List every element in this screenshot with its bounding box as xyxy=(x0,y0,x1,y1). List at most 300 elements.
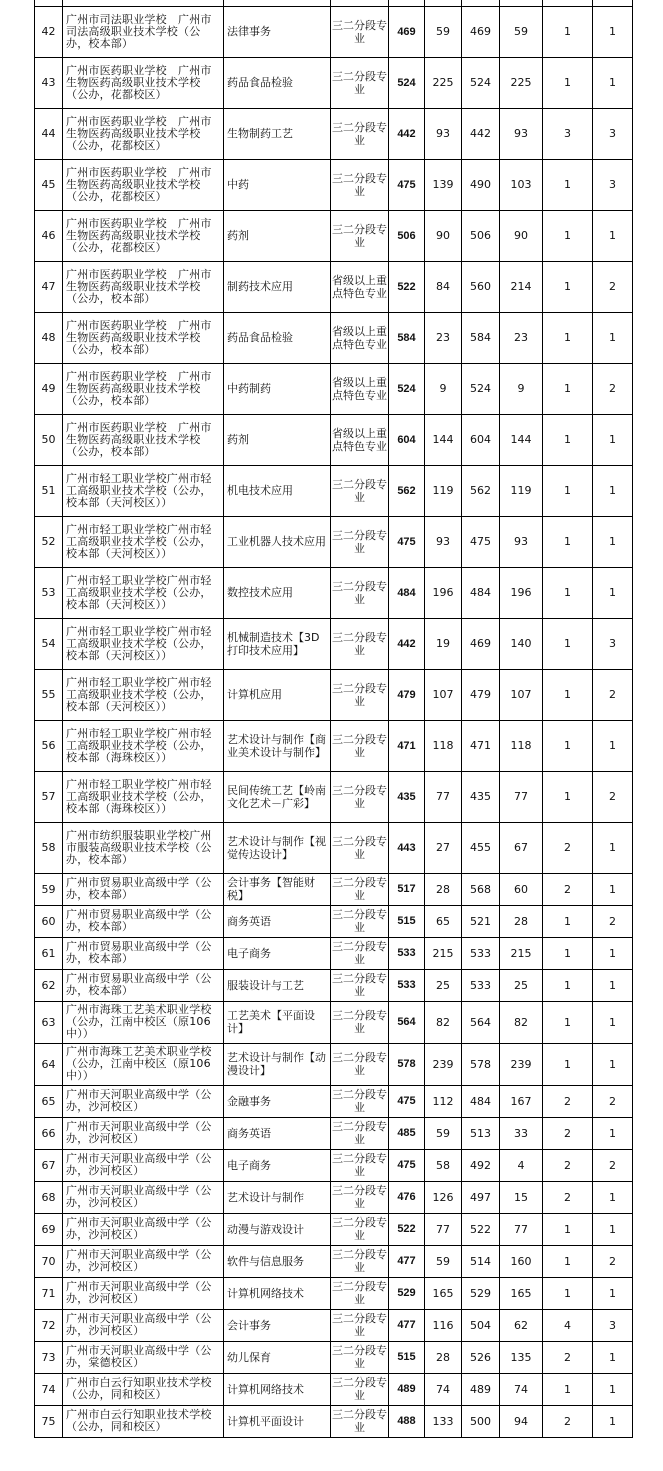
table-row xyxy=(35,516,633,567)
row-number: 68 xyxy=(35,1181,63,1213)
value-cell-4: 1 xyxy=(543,905,593,937)
row-number: 63 xyxy=(35,1001,63,1043)
major-name: 计算机平面设计 xyxy=(224,1405,331,1437)
value-cell-2: 492 xyxy=(462,1149,500,1181)
value-cell-4: 1 xyxy=(543,1001,593,1043)
major-name: 会计事务 xyxy=(224,1309,331,1341)
value-cell-5: 2 xyxy=(593,771,633,822)
value-cell-2: 435 xyxy=(462,771,500,822)
value-cell-1: 59 xyxy=(425,6,462,57)
major-name: 会计事务【智能财税】 xyxy=(224,873,331,905)
score-cell: 522 xyxy=(389,261,425,312)
table-row xyxy=(35,414,633,465)
value-cell-5: 1 xyxy=(593,414,633,465)
score-cell: 562 xyxy=(389,465,425,516)
table-row xyxy=(35,363,633,414)
table-row xyxy=(35,1405,633,1437)
score-cell: 479 xyxy=(389,669,425,720)
row-number: 47 xyxy=(35,261,63,312)
row-number: 42 xyxy=(35,6,63,57)
value-cell-1: 107 xyxy=(425,669,462,720)
table-row xyxy=(35,720,633,771)
program-type: 三二分段专业 xyxy=(331,1373,389,1405)
value-cell-4: 2 xyxy=(543,1117,593,1149)
table-row xyxy=(35,1085,633,1117)
score-cell: 469 xyxy=(389,6,425,57)
value-cell-2: 560 xyxy=(462,261,500,312)
table-row xyxy=(35,312,633,363)
table-row xyxy=(35,1213,633,1245)
value-cell-5: 1 xyxy=(593,1277,633,1309)
row-number: 64 xyxy=(35,1043,63,1085)
school-name: 广州市医药职业学校 广州市生物医药高级职业技术学校（公办，校本部） xyxy=(63,414,224,465)
value-cell-5: 1 xyxy=(593,720,633,771)
value-cell-1: 28 xyxy=(425,873,462,905)
table-row xyxy=(35,1373,633,1405)
value-cell-2: 506 xyxy=(462,210,500,261)
major-name: 工业机器人技术应用 xyxy=(224,516,331,567)
value-cell-1: 215 xyxy=(425,937,462,969)
value-cell-1: 25 xyxy=(425,969,462,1001)
program-type: 三二分段专业 xyxy=(331,159,389,210)
score-cell: 604 xyxy=(389,414,425,465)
program-type: 三二分段专业 xyxy=(331,1309,389,1341)
school-name: 广州市纺织服装职业学校广州市服装高级职业技术学校（公办，校本部） xyxy=(63,822,224,873)
major-name: 艺术设计与制作【动漫设计】 xyxy=(224,1043,331,1085)
value-cell-3: 60 xyxy=(500,873,543,905)
major-name: 工艺美术【平面设计】 xyxy=(224,1001,331,1043)
score-cell: 475 xyxy=(389,1085,425,1117)
school-name: 广州市天河职业高级中学（公办，沙河校区） xyxy=(63,1309,224,1341)
program-type: 三二分段专业 xyxy=(331,465,389,516)
table-row xyxy=(35,1181,633,1213)
value-cell-5: 1 xyxy=(593,937,633,969)
school-name: 广州市轻工职业学校广州市轻工高级职业技术学校（公办，校本部（海珠校区）） xyxy=(63,720,224,771)
value-cell-3: 67 xyxy=(500,822,543,873)
row-number: 53 xyxy=(35,567,63,618)
table-row xyxy=(35,6,633,57)
score-cell: 524 xyxy=(389,363,425,414)
major-name: 中药 xyxy=(224,159,331,210)
value-cell-5: 2 xyxy=(593,905,633,937)
value-cell-5: 3 xyxy=(593,159,633,210)
school-name: 广州市贸易职业高级中学（公办，校本部） xyxy=(63,873,224,905)
row-number: 66 xyxy=(35,1117,63,1149)
score-cell: 475 xyxy=(389,159,425,210)
school-name: 广州市贸易职业高级中学（公办，校本部） xyxy=(63,969,224,1001)
school-name: 广州市医药职业学校 广州市生物医药高级职业技术学校（公办，花都校区） xyxy=(63,159,224,210)
value-cell-2: 514 xyxy=(462,1245,500,1277)
value-cell-2: 533 xyxy=(462,937,500,969)
major-name: 药剂 xyxy=(224,414,331,465)
value-cell-4: 1 xyxy=(543,414,593,465)
score-cell: 533 xyxy=(389,937,425,969)
program-type: 三二分段专业 xyxy=(331,873,389,905)
school-name: 广州市天河职业高级中学（公办，沙河校区） xyxy=(63,1181,224,1213)
value-cell-4: 1 xyxy=(543,1043,593,1085)
row-number: 75 xyxy=(35,1405,63,1437)
score-cell: 488 xyxy=(389,1405,425,1437)
table-row xyxy=(35,108,633,159)
value-cell-4: 1 xyxy=(543,1213,593,1245)
value-cell-1: 77 xyxy=(425,771,462,822)
table-row xyxy=(35,969,633,1001)
program-type: 三二分段专业 xyxy=(331,210,389,261)
admission-table xyxy=(34,0,633,1438)
value-cell-3: 62 xyxy=(500,1309,543,1341)
major-name: 商务英语 xyxy=(224,905,331,937)
score-cell: 584 xyxy=(389,312,425,363)
major-name: 机械制造技术【3D打印技术应用】 xyxy=(224,618,331,669)
program-type: 三二分段专业 xyxy=(331,1043,389,1085)
major-name: 金融事务 xyxy=(224,1085,331,1117)
program-type: 三二分段专业 xyxy=(331,720,389,771)
program-type: 三二分段专业 xyxy=(331,6,389,57)
value-cell-3: 74 xyxy=(500,1373,543,1405)
value-cell-5: 2 xyxy=(593,1085,633,1117)
value-cell-3: 196 xyxy=(500,567,543,618)
score-cell: 533 xyxy=(389,969,425,1001)
value-cell-3: 135 xyxy=(500,1341,543,1373)
value-cell-5: 1 xyxy=(593,567,633,618)
row-number: 45 xyxy=(35,159,63,210)
row-number: 49 xyxy=(35,363,63,414)
table-row xyxy=(35,618,633,669)
row-number: 61 xyxy=(35,937,63,969)
table-row xyxy=(35,1277,633,1309)
school-name: 广州市天河职业高级中学（公办，沙河校区） xyxy=(63,1149,224,1181)
value-cell-3: 93 xyxy=(500,108,543,159)
program-type: 三二分段专业 xyxy=(331,516,389,567)
row-number: 44 xyxy=(35,108,63,159)
value-cell-3: 90 xyxy=(500,210,543,261)
value-cell-4: 1 xyxy=(543,618,593,669)
school-name: 广州市司法职业学校 广州市司法高级职业技术学校（公办，校本部） xyxy=(63,6,224,57)
major-name: 艺术设计与制作【商业美术设计与制作】 xyxy=(224,720,331,771)
major-name: 药品食品检验 xyxy=(224,312,331,363)
value-cell-5: 1 xyxy=(593,1181,633,1213)
value-cell-5: 1 xyxy=(593,1405,633,1437)
program-type: 三二分段专业 xyxy=(331,1117,389,1149)
row-number: 69 xyxy=(35,1213,63,1245)
major-name: 生物制药工艺 xyxy=(224,108,331,159)
value-cell-3: 107 xyxy=(500,669,543,720)
value-cell-3: 82 xyxy=(500,1001,543,1043)
value-cell-1: 225 xyxy=(425,57,462,108)
value-cell-2: 584 xyxy=(462,312,500,363)
major-name: 计算机网络技术 xyxy=(224,1373,331,1405)
value-cell-1: 65 xyxy=(425,905,462,937)
major-name: 电子商务 xyxy=(224,937,331,969)
major-name: 软件与信息服务 xyxy=(224,1245,331,1277)
row-number: 54 xyxy=(35,618,63,669)
value-cell-2: 513 xyxy=(462,1117,500,1149)
school-name: 广州市海珠工艺美术职业学校（公办，江南中校区（原106中）） xyxy=(63,1043,224,1085)
program-type: 三二分段专业 xyxy=(331,771,389,822)
value-cell-3: 33 xyxy=(500,1117,543,1149)
school-name: 广州市天河职业高级中学（公办，沙河校区） xyxy=(63,1085,224,1117)
value-cell-2: 562 xyxy=(462,465,500,516)
value-cell-4: 2 xyxy=(543,1405,593,1437)
school-name: 广州市医药职业学校 广州市生物医药高级职业技术学校（公办，校本部） xyxy=(63,363,224,414)
program-type: 三二分段专业 xyxy=(331,618,389,669)
school-name: 广州市天河职业高级中学（公办，沙河校区） xyxy=(63,1117,224,1149)
value-cell-1: 112 xyxy=(425,1085,462,1117)
value-cell-5: 1 xyxy=(593,465,633,516)
value-cell-5: 3 xyxy=(593,618,633,669)
major-name: 计算机网络技术 xyxy=(224,1277,331,1309)
major-name: 药剂 xyxy=(224,210,331,261)
value-cell-3: 160 xyxy=(500,1245,543,1277)
value-cell-5: 1 xyxy=(593,1117,633,1149)
value-cell-4: 1 xyxy=(543,261,593,312)
value-cell-1: 133 xyxy=(425,1405,462,1437)
value-cell-5: 2 xyxy=(593,669,633,720)
value-cell-2: 469 xyxy=(462,618,500,669)
school-name: 广州市医药职业学校 广州市生物医药高级职业技术学校（公办，花都校区） xyxy=(63,210,224,261)
value-cell-4: 1 xyxy=(543,363,593,414)
school-name: 广州市天河职业高级中学（公办，沙河校区） xyxy=(63,1245,224,1277)
value-cell-2: 529 xyxy=(462,1277,500,1309)
value-cell-1: 28 xyxy=(425,1341,462,1373)
value-cell-4: 4 xyxy=(543,1309,593,1341)
value-cell-1: 82 xyxy=(425,1001,462,1043)
value-cell-3: 167 xyxy=(500,1085,543,1117)
major-name: 艺术设计与制作【视觉传达设计】 xyxy=(224,822,331,873)
value-cell-2: 469 xyxy=(462,6,500,57)
score-cell: 522 xyxy=(389,1213,425,1245)
score-cell: 515 xyxy=(389,1341,425,1373)
program-type: 省级以上重点特色专业 xyxy=(331,312,389,363)
score-cell: 484 xyxy=(389,567,425,618)
school-name: 广州市海珠工艺美术职业学校（公办，江南中校区（原106中）） xyxy=(63,1001,224,1043)
school-name: 广州市轻工职业学校广州市轻工高级职业技术学校（公办，校本部（天河校区）） xyxy=(63,516,224,567)
value-cell-1: 90 xyxy=(425,210,462,261)
table-row xyxy=(35,669,633,720)
school-name: 广州市天河职业高级中学（公办，沙河校区） xyxy=(63,1213,224,1245)
value-cell-3: 140 xyxy=(500,618,543,669)
program-type: 省级以上重点特色专业 xyxy=(331,363,389,414)
table-row xyxy=(35,210,633,261)
value-cell-1: 74 xyxy=(425,1373,462,1405)
value-cell-5: 1 xyxy=(593,6,633,57)
major-name: 计算机应用 xyxy=(224,669,331,720)
row-number: 72 xyxy=(35,1309,63,1341)
score-cell: 475 xyxy=(389,516,425,567)
table-row xyxy=(35,1043,633,1085)
program-type: 三二分段专业 xyxy=(331,1149,389,1181)
value-cell-1: 119 xyxy=(425,465,462,516)
row-number: 46 xyxy=(35,210,63,261)
value-cell-3: 119 xyxy=(500,465,543,516)
row-number: 62 xyxy=(35,969,63,1001)
value-cell-5: 1 xyxy=(593,1043,633,1085)
value-cell-4: 1 xyxy=(543,1373,593,1405)
value-cell-4: 2 xyxy=(543,1085,593,1117)
major-name: 电子商务 xyxy=(224,1149,331,1181)
score-cell: 477 xyxy=(389,1309,425,1341)
value-cell-2: 526 xyxy=(462,1341,500,1373)
value-cell-3: 28 xyxy=(500,905,543,937)
value-cell-1: 77 xyxy=(425,1213,462,1245)
value-cell-4: 1 xyxy=(543,1245,593,1277)
table-row xyxy=(35,771,633,822)
program-type: 三二分段专业 xyxy=(331,1405,389,1437)
row-number: 55 xyxy=(35,669,63,720)
value-cell-5: 1 xyxy=(593,57,633,108)
value-cell-4: 1 xyxy=(543,465,593,516)
program-type: 三二分段专业 xyxy=(331,108,389,159)
value-cell-2: 604 xyxy=(462,414,500,465)
value-cell-2: 489 xyxy=(462,1373,500,1405)
value-cell-1: 165 xyxy=(425,1277,462,1309)
table-row xyxy=(35,873,633,905)
value-cell-4: 1 xyxy=(543,937,593,969)
value-cell-2: 500 xyxy=(462,1405,500,1437)
score-cell: 578 xyxy=(389,1043,425,1085)
school-name: 广州市医药职业学校 广州市生物医药高级职业技术学校（公办，校本部） xyxy=(63,261,224,312)
value-cell-3: 165 xyxy=(500,1277,543,1309)
value-cell-2: 471 xyxy=(462,720,500,771)
program-type: 三二分段专业 xyxy=(331,822,389,873)
value-cell-1: 139 xyxy=(425,159,462,210)
value-cell-4: 2 xyxy=(543,1181,593,1213)
value-cell-3: 214 xyxy=(500,261,543,312)
value-cell-1: 19 xyxy=(425,618,462,669)
row-number: 59 xyxy=(35,873,63,905)
school-name: 广州市天河职业高级中学（公办，棠德校区） xyxy=(63,1341,224,1373)
value-cell-4: 1 xyxy=(543,159,593,210)
value-cell-4: 1 xyxy=(543,210,593,261)
program-type: 三二分段专业 xyxy=(331,937,389,969)
value-cell-3: 9 xyxy=(500,363,543,414)
major-name: 幼儿保育 xyxy=(224,1341,331,1373)
value-cell-3: 225 xyxy=(500,57,543,108)
value-cell-5: 1 xyxy=(593,516,633,567)
score-cell: 517 xyxy=(389,873,425,905)
row-number: 74 xyxy=(35,1373,63,1405)
value-cell-1: 9 xyxy=(425,363,462,414)
score-cell: 435 xyxy=(389,771,425,822)
major-name: 商务英语 xyxy=(224,1117,331,1149)
value-cell-3: 4 xyxy=(500,1149,543,1181)
value-cell-2: 490 xyxy=(462,159,500,210)
program-type: 三二分段专业 xyxy=(331,567,389,618)
value-cell-5: 1 xyxy=(593,873,633,905)
program-type: 三二分段专业 xyxy=(331,1341,389,1373)
school-name: 广州市医药职业学校 广州市生物医药高级职业技术学校（公办，校本部） xyxy=(63,312,224,363)
school-name: 广州市贸易职业高级中学（公办，校本部） xyxy=(63,937,224,969)
program-type: 三二分段专业 xyxy=(331,669,389,720)
value-cell-5: 1 xyxy=(593,1001,633,1043)
school-name: 广州市白云行知职业技术学校（公办，同和校区） xyxy=(63,1373,224,1405)
value-cell-4: 3 xyxy=(543,108,593,159)
major-name: 动漫与游戏设计 xyxy=(224,1213,331,1245)
value-cell-1: 84 xyxy=(425,261,462,312)
score-cell: 515 xyxy=(389,905,425,937)
value-cell-2: 522 xyxy=(462,1213,500,1245)
value-cell-4: 1 xyxy=(543,312,593,363)
row-number: 56 xyxy=(35,720,63,771)
value-cell-5: 2 xyxy=(593,363,633,414)
value-cell-1: 144 xyxy=(425,414,462,465)
row-number: 57 xyxy=(35,771,63,822)
table-row xyxy=(35,937,633,969)
value-cell-2: 484 xyxy=(462,567,500,618)
value-cell-4: 2 xyxy=(543,873,593,905)
value-cell-5: 1 xyxy=(593,210,633,261)
major-name: 数控技术应用 xyxy=(224,567,331,618)
value-cell-4: 1 xyxy=(543,720,593,771)
table-row xyxy=(35,822,633,873)
value-cell-3: 77 xyxy=(500,1213,543,1245)
value-cell-1: 118 xyxy=(425,720,462,771)
row-number: 60 xyxy=(35,905,63,937)
value-cell-3: 144 xyxy=(500,414,543,465)
row-number: 48 xyxy=(35,312,63,363)
school-name: 广州市轻工职业学校广州市轻工高级职业技术学校（公办，校本部（海珠校区）） xyxy=(63,771,224,822)
school-name: 广州市白云行知职业技术学校（公办，同和校区） xyxy=(63,1405,224,1437)
major-name: 中药制药 xyxy=(224,363,331,414)
value-cell-3: 239 xyxy=(500,1043,543,1085)
value-cell-5: 1 xyxy=(593,1373,633,1405)
program-type: 三二分段专业 xyxy=(331,1001,389,1043)
value-cell-2: 479 xyxy=(462,669,500,720)
table-row xyxy=(35,1149,633,1181)
value-cell-3: 118 xyxy=(500,720,543,771)
score-cell: 442 xyxy=(389,108,425,159)
value-cell-4: 1 xyxy=(543,6,593,57)
score-cell: 485 xyxy=(389,1117,425,1149)
value-cell-3: 77 xyxy=(500,771,543,822)
program-type: 省级以上重点特色专业 xyxy=(331,414,389,465)
value-cell-2: 504 xyxy=(462,1309,500,1341)
score-cell: 564 xyxy=(389,1001,425,1043)
value-cell-4: 1 xyxy=(543,669,593,720)
table-row xyxy=(35,905,633,937)
value-cell-4: 1 xyxy=(543,516,593,567)
value-cell-1: 58 xyxy=(425,1149,462,1181)
major-name: 药品食品检验 xyxy=(224,57,331,108)
value-cell-2: 564 xyxy=(462,1001,500,1043)
value-cell-3: 23 xyxy=(500,312,543,363)
row-number: 50 xyxy=(35,414,63,465)
value-cell-1: 93 xyxy=(425,516,462,567)
value-cell-4: 1 xyxy=(543,567,593,618)
value-cell-2: 521 xyxy=(462,905,500,937)
value-cell-1: 59 xyxy=(425,1117,462,1149)
row-number: 43 xyxy=(35,57,63,108)
value-cell-4: 2 xyxy=(543,1149,593,1181)
score-cell: 442 xyxy=(389,618,425,669)
major-name: 机电技术应用 xyxy=(224,465,331,516)
value-cell-1: 126 xyxy=(425,1181,462,1213)
table-row xyxy=(35,159,633,210)
value-cell-5: 2 xyxy=(593,1245,633,1277)
row-number: 65 xyxy=(35,1085,63,1117)
row-number: 67 xyxy=(35,1149,63,1181)
value-cell-1: 23 xyxy=(425,312,462,363)
school-name: 广州市轻工职业学校广州市轻工高级职业技术学校（公办，校本部（天河校区）） xyxy=(63,465,224,516)
value-cell-1: 116 xyxy=(425,1309,462,1341)
program-type: 三二分段专业 xyxy=(331,905,389,937)
value-cell-4: 2 xyxy=(543,822,593,873)
value-cell-3: 25 xyxy=(500,969,543,1001)
value-cell-3: 94 xyxy=(500,1405,543,1437)
row-number: 58 xyxy=(35,822,63,873)
table-row xyxy=(35,1001,633,1043)
program-type: 三二分段专业 xyxy=(331,1085,389,1117)
